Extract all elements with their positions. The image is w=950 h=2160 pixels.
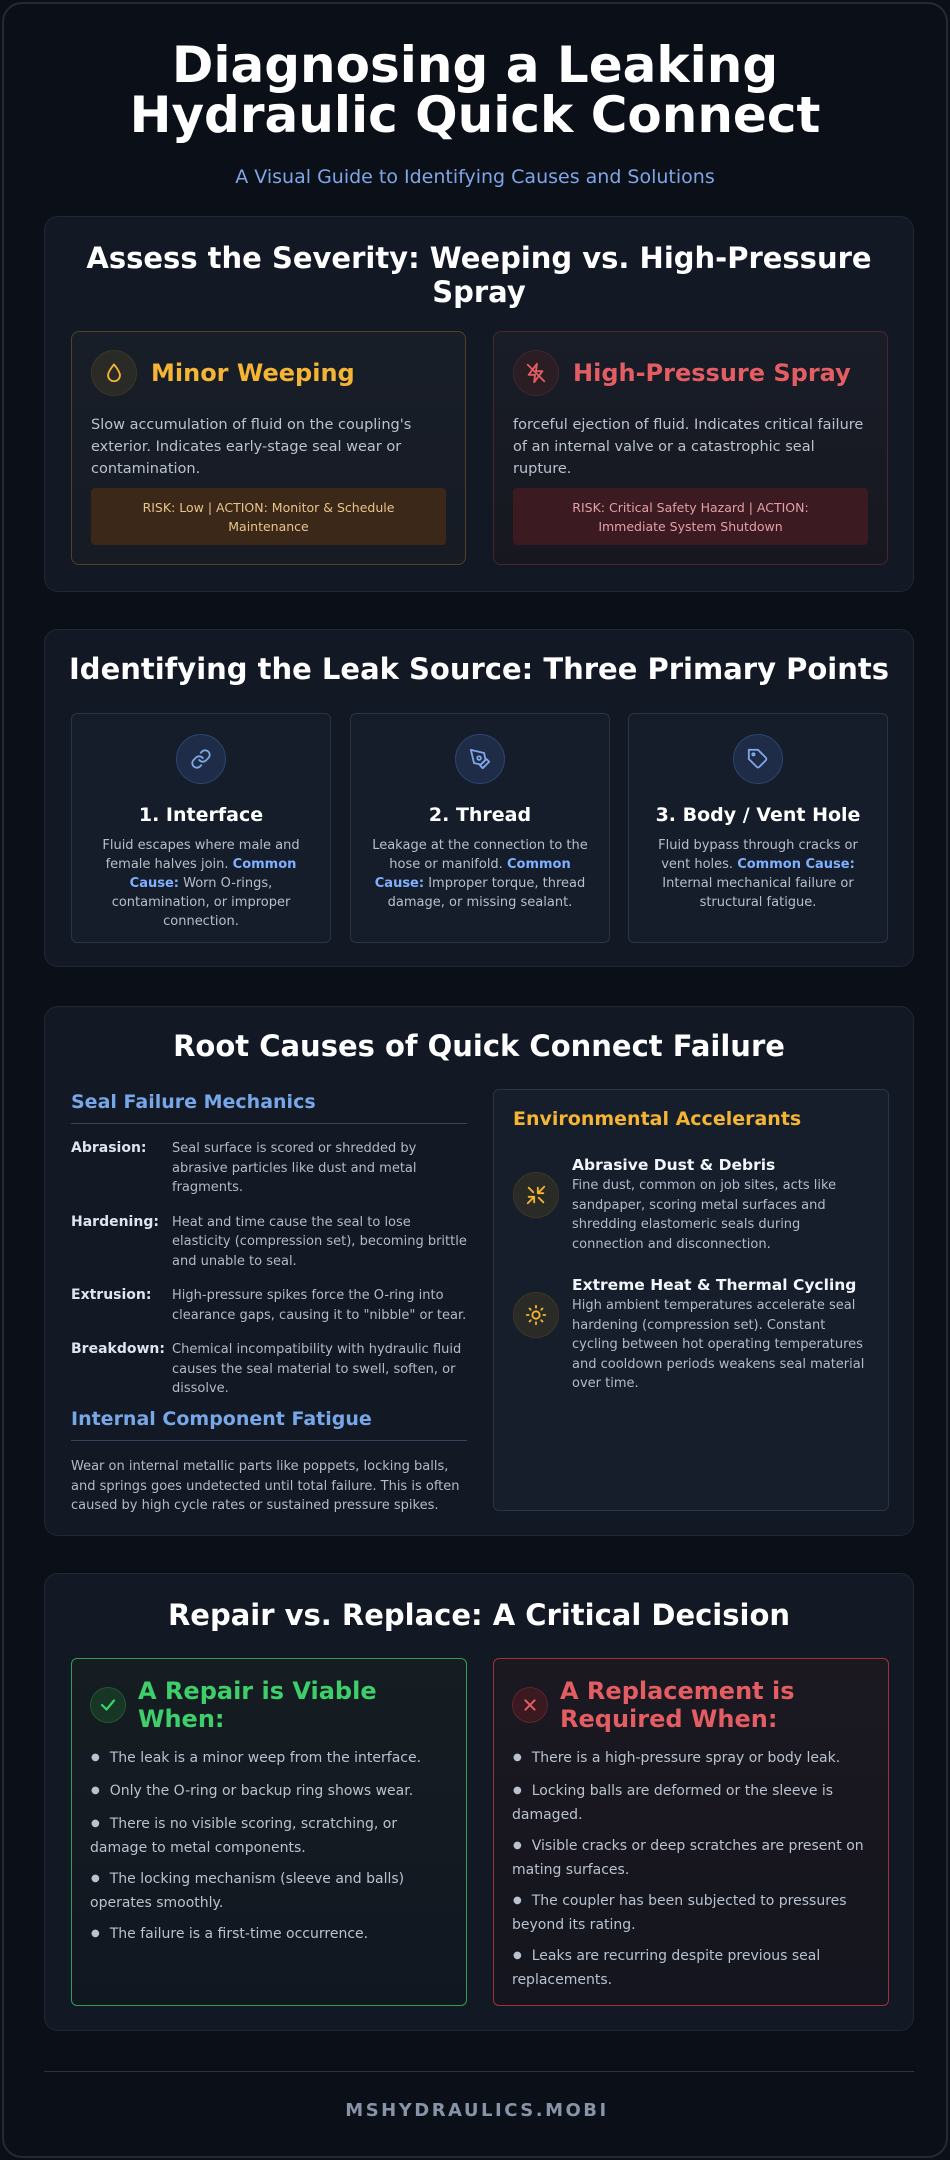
- severity-title: Assess the Severity: Weeping vs. High-Pressure Spray: [86, 241, 872, 309]
- page-frame: [2, 2, 948, 2158]
- high-pressure-desc: forceful ejection of fluid. Indicates critical failure of an internal valve or a catastrophic seal rupture.: [513, 417, 864, 477]
- high-risk-badge: RISK: Critical Safety Hazard | ACTION: Immediate System Shutdown: [513, 488, 868, 545]
- divider: [71, 1123, 467, 1124]
- mechanic-row: [71, 1340, 467, 1399]
- list-item: ● There is no visible scoring, scratching, or damage to metal components.: [90, 1816, 398, 1856]
- minor-weeping-title: Minor Weeping: [151, 359, 355, 387]
- mechanic-term: Breakdown:: [71, 1341, 165, 1357]
- fatigue-text: Wear on internal metallic parts like poppets, locking balls, and springs goes undetected until total failure. This is often caused by high cycle rates or sustained pressure spikes.: [71, 1459, 460, 1513]
- lightning-icon: [513, 350, 559, 396]
- repair-card: [71, 1658, 467, 2006]
- common-cause-label: Common Cause:: [737, 857, 855, 872]
- env-item-title: Extreme Heat & Thermal Cycling: [572, 1276, 857, 1294]
- env-item-title: Abrasive Dust & Debris: [572, 1156, 776, 1174]
- env-item-text: High ambient temperatures accelerate seal hardening (compression set). Constant cycling between hot operating temperatures and cooldown periods weakens seal material over time.: [572, 1298, 865, 1391]
- decision-title: Repair vs. Replace: A Critical Decision: [167, 1598, 791, 1632]
- environmental-accelerants-box: [493, 1089, 889, 1511]
- list-item: ● Only the O-ring or backup ring shows wear.: [91, 1783, 414, 1799]
- page-title: Diagnosing a Leaking Hydraulic Quick Connect: [129, 36, 821, 144]
- list-item-text: There is a high-pressure spray or body leak.: [531, 1750, 841, 1766]
- leak-source-title: Identifying the Leak Source: Three Primary Points: [69, 652, 889, 686]
- root-causes-title: Root Causes of Quick Connect Failure: [173, 1029, 785, 1063]
- mechanic-definition: Seal surface is scored or shredded by abrasive particles like dust and metal fragments.: [172, 1141, 417, 1195]
- source-desc: [90, 836, 312, 931]
- high-pressure-title: High-Pressure Spray: [573, 359, 851, 387]
- source-title: 1. Interface: [138, 804, 264, 826]
- page-header: [4, 4, 946, 188]
- common-cause-label: Common Cause:: [129, 857, 297, 891]
- minor-weeping-card: [71, 331, 466, 565]
- list-item-text: The coupler has been subjected to pressures beyond its rating.: [512, 1893, 847, 1933]
- sun-icon: [513, 1292, 559, 1338]
- mechanic-row: [71, 1286, 467, 1325]
- repair-list: [90, 1747, 448, 1947]
- fatigue-heading: Internal Component Fatigue: [71, 1408, 372, 1430]
- replace-card: [493, 1658, 889, 2006]
- mechanic-term: Hardening:: [71, 1213, 159, 1230]
- footer-brand-link[interactable]: MSHYDRAULICS.MOBI: [345, 2100, 609, 2121]
- list-item-text: Locking balls are deformed or the sleeve is damaged.: [512, 1783, 834, 1823]
- mechanic-term: Extrusion:: [71, 1287, 152, 1303]
- source-text: Leakage at the connection to the hose or manifold.: [372, 838, 588, 872]
- source-title: 2. Thread: [428, 804, 532, 826]
- mechanic-definition: High-pressure spikes force the O-ring into clearance gaps, causing it to "nibble" or tear.: [172, 1288, 467, 1323]
- mechanic-term: Abrasion:: [71, 1140, 147, 1156]
- seal-failure-mechanics: [71, 1091, 467, 1399]
- list-item: ● The locking mechanism (sleeve and balls) operates smoothly.: [90, 1871, 405, 1911]
- environmental-heading: Environmental Accelerants: [513, 1108, 802, 1130]
- source-cause: Internal mechanical failure or structural fatigue.: [662, 876, 854, 910]
- env-item-heat: [513, 1276, 869, 1394]
- check-icon: [90, 1687, 126, 1723]
- list-item-text: Only the O-ring or backup ring shows wear.: [109, 1783, 414, 1799]
- mechanic-definition: Chemical incompatibility with hydraulic fluid causes the seal material to swell, soften, or dissolve.: [172, 1342, 462, 1396]
- mechanic-row: [71, 1139, 467, 1198]
- minor-risk-badge: RISK: Low | ACTION: Monitor & Schedule Maintenance: [91, 488, 446, 545]
- tag-icon: [733, 734, 783, 784]
- mechanic-definition: Heat and time cause the seal to lose elasticity (compression set), becoming brittle and unable to seal.: [172, 1214, 467, 1269]
- severity-section: [44, 216, 914, 592]
- list-item: ● The leak is a minor weep from the interface.: [91, 1750, 422, 1766]
- list-item-text: There is no visible scoring, scratching, or damage to metal components.: [90, 1816, 398, 1856]
- footer-divider: [44, 2071, 914, 2072]
- source-title: 3. Body / Vent Hole: [655, 804, 861, 826]
- list-item-text: The locking mechanism (sleeve and balls) operates smoothly.: [90, 1871, 405, 1911]
- source-desc: [369, 836, 591, 912]
- high-pressure-card: [493, 331, 888, 565]
- page-subtitle: A Visual Guide to Identifying Causes and Solutions: [235, 166, 715, 188]
- replace-list: [512, 1747, 870, 1991]
- source-card-body-vent: [628, 713, 888, 943]
- list-item-text: The failure is a first-time occurrence.: [109, 1926, 369, 1942]
- common-cause-label: Common Cause:: [374, 857, 571, 891]
- replace-title: A Replacement is Required When:: [560, 1677, 795, 1733]
- env-item-text: Fine dust, common on job sites, acts like sandpaper, scoring metal surfaces and shredding elastomeric seals during connection and disconnection.: [572, 1178, 837, 1252]
- droplet-icon: [91, 350, 137, 396]
- mechanic-row: [71, 1213, 467, 1272]
- source-card-thread: [350, 713, 610, 943]
- list-item: ● The failure is a first-time occurrence.: [91, 1926, 369, 1942]
- source-text: Fluid escapes where male and female halves join.: [102, 838, 300, 872]
- link-icon: [176, 734, 226, 784]
- list-item: ● The coupler has been subjected to pressures beyond its rating.: [512, 1893, 847, 1933]
- list-item: ● Visible cracks or deep scratches are present on mating surfaces.: [512, 1838, 864, 1878]
- component-fatigue: [71, 1408, 467, 1516]
- env-item-dust: [513, 1156, 869, 1254]
- list-item-text: Visible cracks or deep scratches are present on mating surfaces.: [512, 1838, 864, 1878]
- divider: [71, 1440, 467, 1441]
- source-cause: Worn O-rings, contamination, or improper connection.: [111, 876, 291, 929]
- source-cause: Improper torque, thread damage, or missing sealant.: [387, 876, 586, 910]
- list-item-text: Leaks are recurring despite previous seal replacements.: [512, 1948, 821, 1988]
- list-item: ● Leaks are recurring despite previous seal replacements.: [512, 1948, 821, 1988]
- source-desc: [647, 836, 869, 912]
- list-item-text: The leak is a minor weep from the interface.: [109, 1750, 422, 1766]
- source-text: Fluid bypass through cracks or vent holes.: [658, 838, 858, 872]
- minor-weeping-desc: Slow accumulation of fluid on the coupling's exterior. Indicates early-stage seal wear or contamination.: [91, 417, 412, 477]
- source-card-interface: [71, 713, 331, 943]
- shrink-arrows-icon: [513, 1172, 559, 1218]
- root-causes-section: [44, 1006, 914, 1536]
- pen-tool-icon: [455, 734, 505, 784]
- decision-section: [44, 1573, 914, 2031]
- x-icon: [512, 1687, 548, 1723]
- repair-title: A Repair is Viable When:: [138, 1677, 377, 1733]
- leak-source-section: [44, 629, 914, 967]
- seal-failure-heading: Seal Failure Mechanics: [71, 1091, 316, 1113]
- list-item: ● Locking balls are deformed or the sleeve is damaged.: [512, 1783, 834, 1823]
- list-item: ● There is a high-pressure spray or body leak.: [513, 1750, 841, 1766]
